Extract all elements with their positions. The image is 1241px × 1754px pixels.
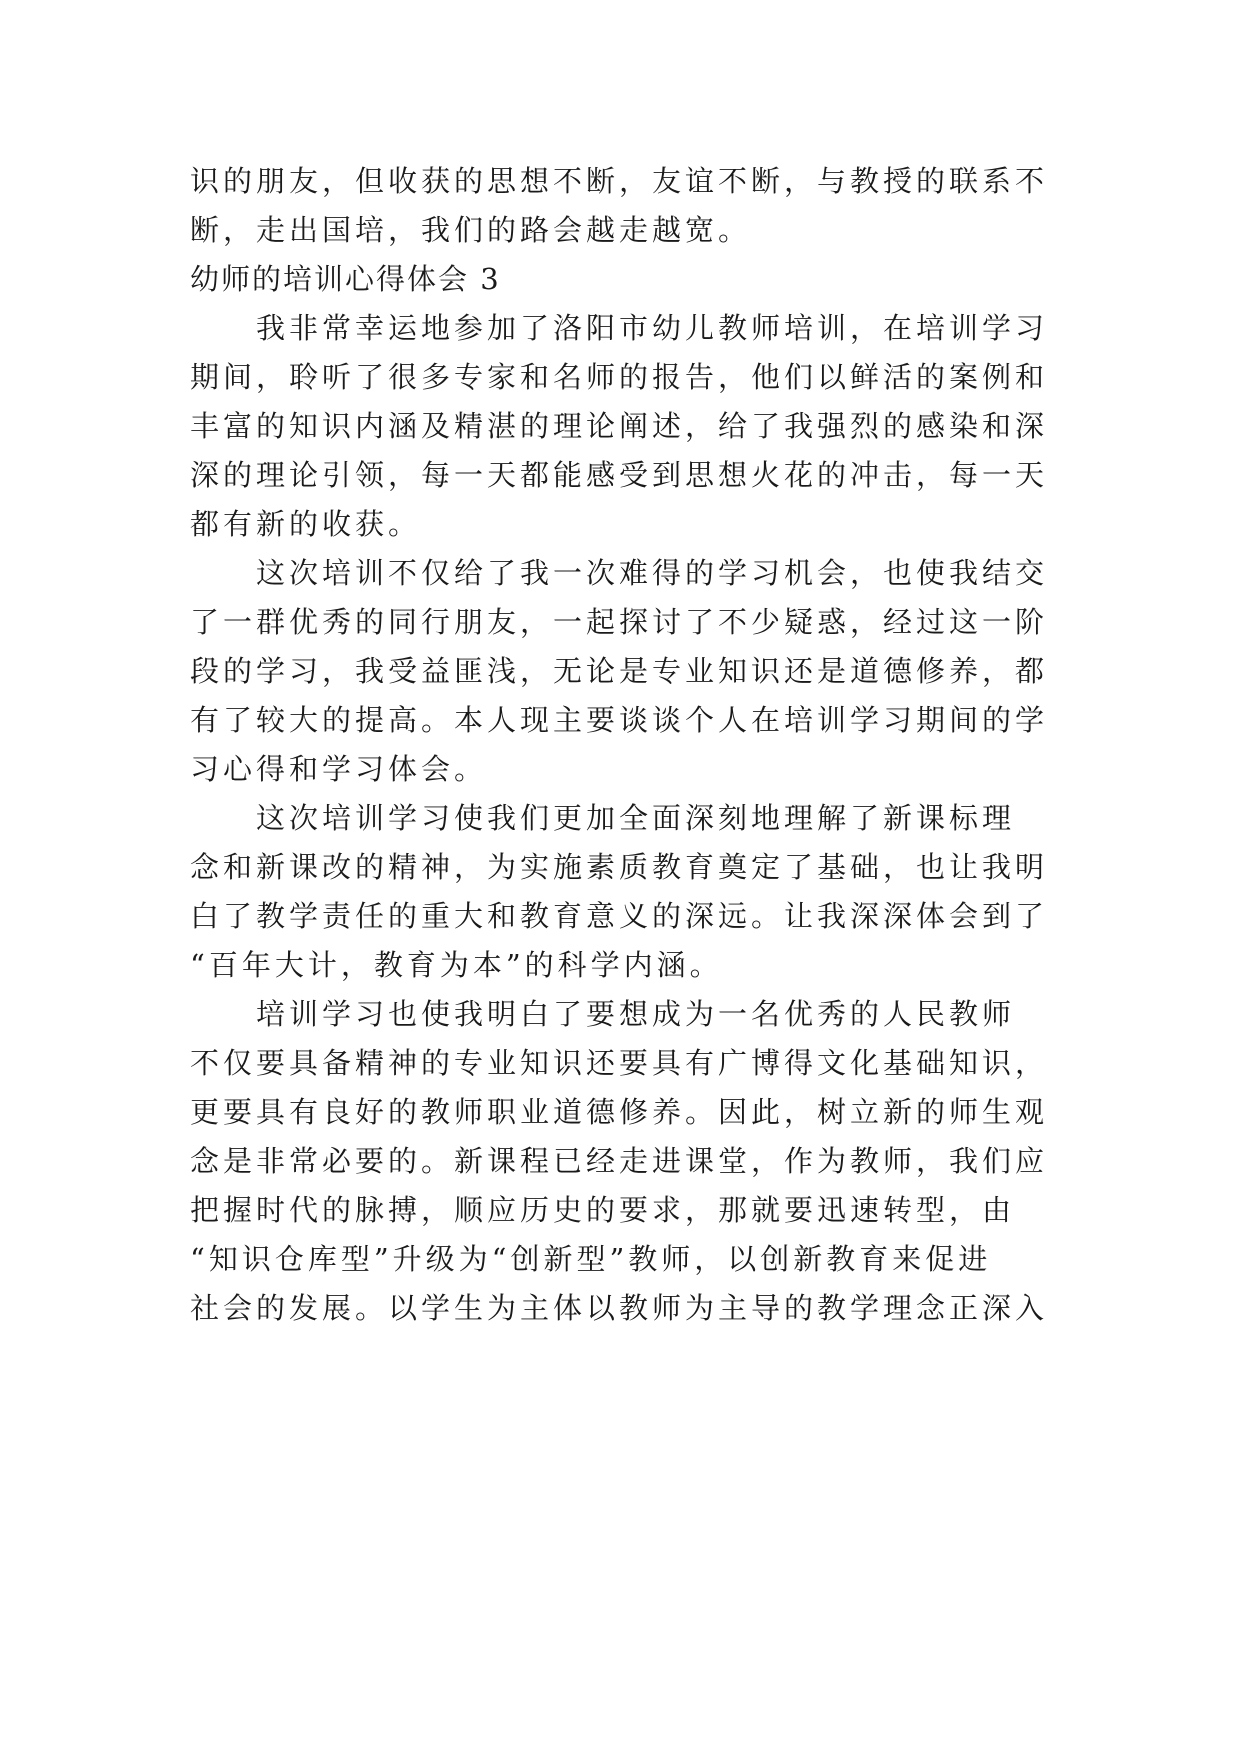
text-line: “百年大计，教育为本”的科学内涵。 (190, 948, 723, 982)
paragraph-first-line: 我非常幸运地参加了洛阳市幼儿教师培训，在培训学习 (256, 311, 1049, 345)
paragraph-first-line: 培训学习也使我明白了要想成为一名优秀的人民教师 (256, 997, 1016, 1031)
text-line: 社会的发展。以学生为主体以教师为主导的教学理念正深入 (190, 1291, 1049, 1325)
text-line: 白了教学责任的重大和教育意义的深远。让我深深体会到了 (190, 899, 1049, 933)
text-line: 把握时代的脉搏，顺应历史的要求，那就要迅速转型，由 (190, 1193, 1016, 1227)
text-line: 断，走出国培，我们的路会越走越宽。 (190, 213, 752, 247)
paragraph-first-line: 这次培训学习使我们更加全面深刻地理解了新课标理 (256, 801, 1016, 835)
text-line: 不仅要具备精神的专业知识还要具有广博得文化基础知识， (190, 1046, 1049, 1080)
text-line: 丰富的知识内涵及精湛的理论阐述，给了我强烈的感染和深 (190, 409, 1049, 443)
text-line: 习心得和学习体会。 (190, 752, 488, 786)
section-heading: 幼师的培训心得体会 3 (190, 262, 501, 296)
text-line: 期间，聆听了很多专家和名师的报告，他们以鲜活的案例和 (190, 360, 1049, 394)
text-line: 念和新课改的精神，为实施素质教育奠定了基础，也让我明 (190, 850, 1049, 884)
text-line: 有了较大的提高。本人现主要谈谈个人在培训学习期间的学 (190, 703, 1049, 737)
paragraph-first-line: 这次培训不仅给了我一次难得的学习机会，也使我结交 (256, 556, 1049, 590)
text-line: 段的学习，我受益匪浅，无论是专业知识还是道德修养，都 (190, 654, 1049, 688)
text-line: 更要具有良好的教师职业道德修养。因此，树立新的师生观 (190, 1095, 1049, 1129)
text-line: 了一群优秀的同行朋友，一起探讨了不少疑惑，经过这一阶 (190, 605, 1049, 639)
text-line: 识的朋友，但收获的思想不断，友谊不断，与教授的联系不 (190, 164, 1049, 198)
text-line: “知识仓库型”升级为“创新型”教师，以创新教育来促进 (190, 1242, 992, 1276)
text-line: 念是非常必要的。新课程已经走进课堂，作为教师，我们应 (190, 1144, 1049, 1178)
text-line: 深的理论引领，每一天都能感受到思想火花的冲击，每一天 (190, 458, 1049, 492)
text-line: 都有新的收获。 (190, 507, 422, 541)
